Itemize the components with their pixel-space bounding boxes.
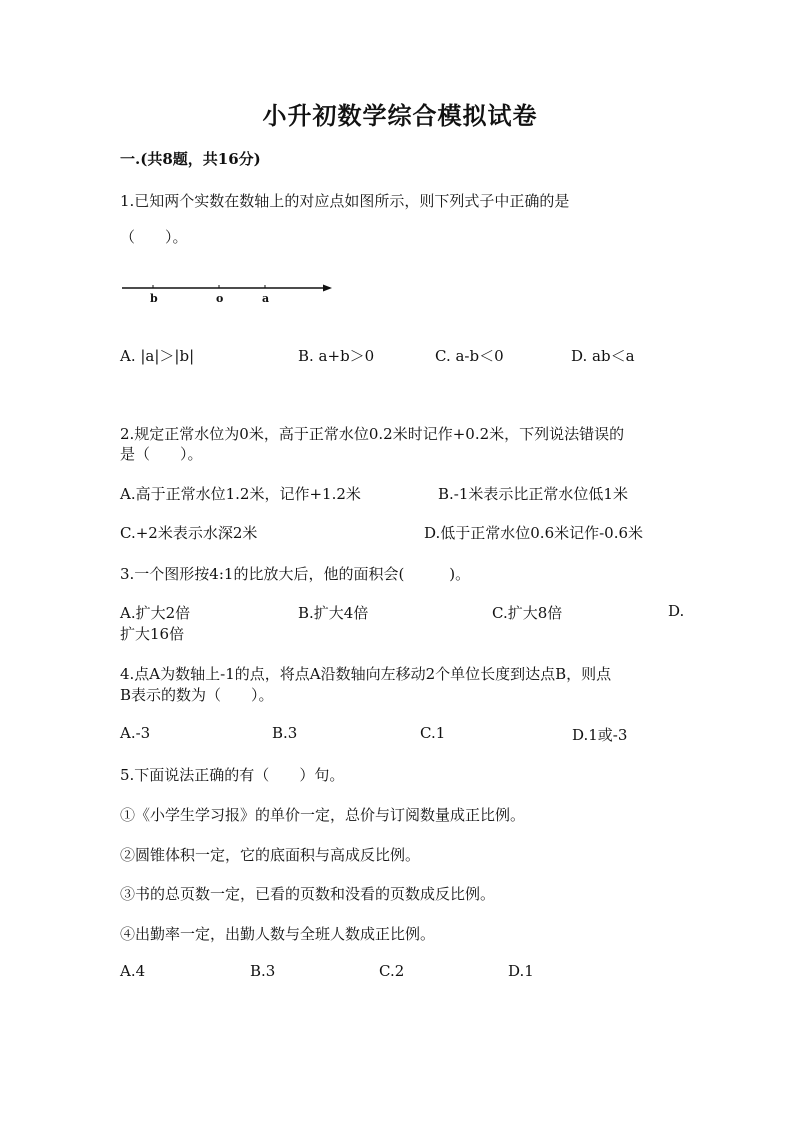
q4-option-b: B.3	[272, 724, 298, 742]
number-line-label-a: a	[262, 292, 270, 305]
number-line-arrow-icon	[323, 285, 332, 292]
q3-option-a: A.扩大2倍	[120, 604, 191, 622]
q2-option-c: C.+2米表示水深2米	[120, 524, 258, 542]
number-line-figure	[120, 276, 340, 316]
q1-option-b: B. a+b＞0	[298, 347, 375, 365]
q1-option-a: A. |a|＞|b|	[120, 347, 195, 365]
q5-option-d: D.1	[508, 962, 534, 980]
number-line-label-o: o	[216, 292, 224, 305]
number-line-label-b: b	[150, 292, 158, 305]
q2-stem-line2: 是（ ）。	[120, 445, 203, 463]
q1-option-c: C. a-b＜0	[435, 347, 504, 365]
q1-stem-line1: 1.已知两个实数在数轴上的对应点如图所示，则下列式子中正确的是	[120, 192, 570, 210]
q4-option-c: C.1	[420, 724, 446, 742]
q1-option-d: D. ab＜a	[571, 347, 635, 365]
q3-option-d-continued: 扩大16倍	[120, 625, 185, 643]
q3-stem: 3.一个图形按4:1的比放大后，他的面积会( )。	[120, 565, 471, 583]
q1-stem-line2: （ ）。	[120, 228, 188, 246]
q5-stem: 5.下面说法正确的有（ ）句。	[120, 766, 345, 784]
q5-statement-4: ④出勤率一定，出勤人数与全班人数成正比例。	[120, 925, 436, 943]
q3-option-d: D.	[668, 602, 685, 620]
q5-option-a: A.4	[120, 962, 146, 980]
q4-option-d: D.1或-3	[572, 726, 628, 744]
q3-option-c: C.扩大8倍	[492, 604, 563, 622]
q5-statement-2: ②圆锥体积一定，它的底面积与高成反比例。	[120, 846, 421, 864]
q2-stem-line1: 2.规定正常水位为0米，高于正常水位0.2米时记作+0.2米，下列说法错误的	[120, 425, 625, 443]
q3-option-b: B.扩大4倍	[298, 604, 369, 622]
q4-stem-line2: B表示的数为（ ）。	[120, 686, 274, 704]
section-heading: 一.(共8题，共16分)	[120, 150, 261, 168]
page-title: 小升初数学综合模拟试卷	[262, 101, 538, 130]
q4-stem-line1: 4.点A为数轴上-1的点，将点A沿数轴向左移动2个单位长度到达点B，则点	[120, 665, 612, 683]
q5-statement-1: ①《小学生学习报》的单价一定，总价与订阅数量成正比例。	[120, 806, 526, 824]
q5-option-b: B.3	[250, 962, 276, 980]
q5-statement-3: ③书的总页数一定，已看的页数和没看的页数成反比例。	[120, 885, 496, 903]
q5-option-c: C.2	[379, 962, 405, 980]
q2-option-d: D.低于正常水位0.6米记作-0.6米	[424, 524, 644, 542]
q4-option-a: A.-3	[120, 724, 151, 742]
q2-option-b: B.-1米表示比正常水位低1米	[438, 485, 628, 503]
q2-option-a: A.高于正常水位1.2米，记作+1.2米	[120, 485, 361, 503]
